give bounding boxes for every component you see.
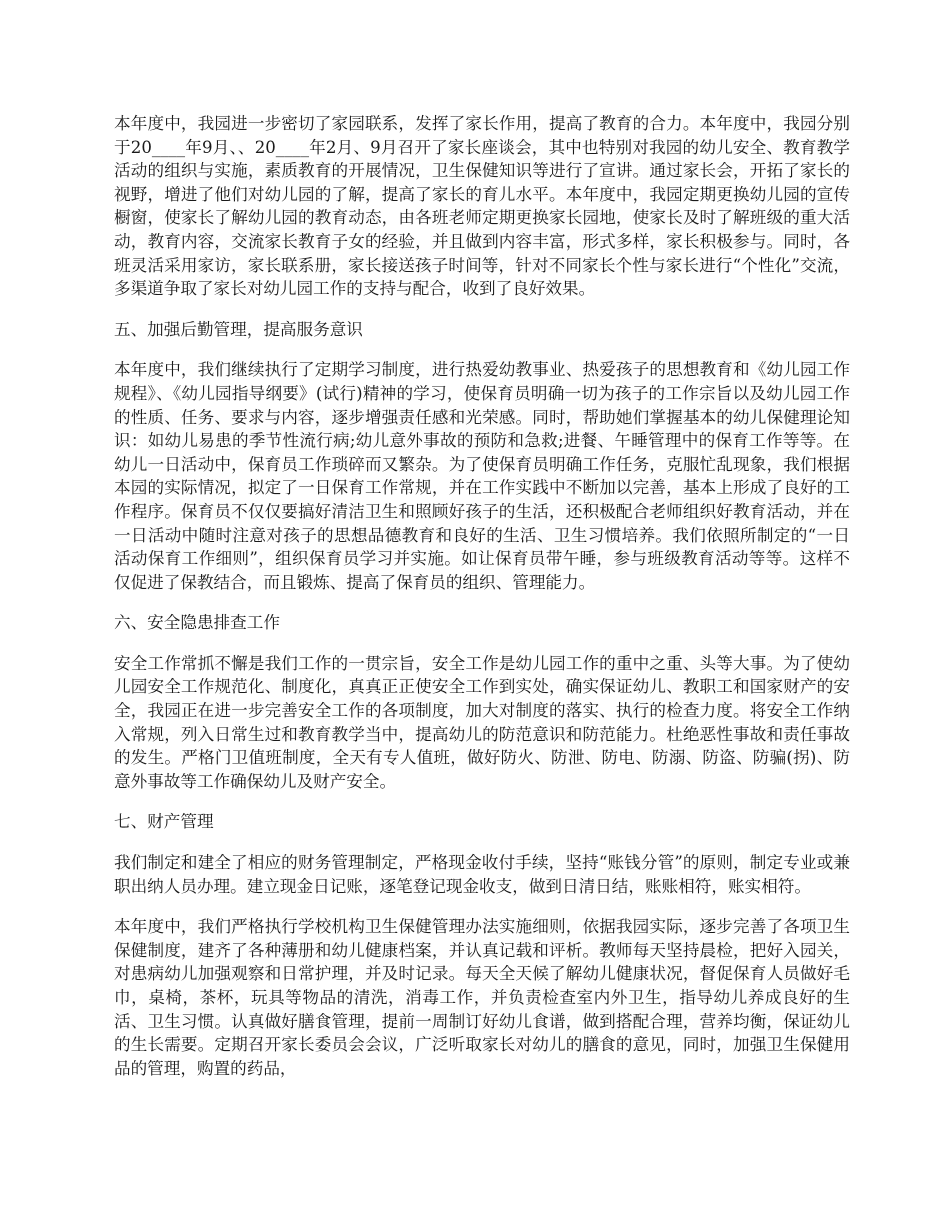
section-heading-property: 七、财产管理	[114, 812, 214, 832]
section-heading-safety: 六、安全隐患排查工作	[114, 613, 280, 633]
paragraph-logistics: 本年度中，我们继续执行了定期学习制度，进行热爱幼教事业、热爱孩子的思想教育和《幼儿园工作规程》、《幼儿园指导纲要》(试行)精神的学习，使保育员明确一切为孩子的工作宗旨以及幼儿园工作的性质、任务、要求与内容，逐步增强责任感和光荣感。同时，帮助她们掌握基本的幼儿保健理论知识：如幼儿易患的季节性流行病;幼儿意外事故的预防和急救;进餐、午睡管理中的保育工作等等。在幼儿一日活动中，保育员工作琐碎而又繁杂。为了使保育员明确工作任务，克服忙乱现象，我们根据本园的实际情况，拟定了一日保育工作常规，并在工作实践中不断加以完善，基本上形成了良好的工作程序。保育员不仅仅要搞好清洁卫生和照顾好孩子的生活，还积极配合老师组织好教育活动，并在一日活动中随时注意对孩子的思想品德教育和良好的生活、卫生习惯培养。我们依照所制定的“一日活动保育工作细则”，组织保育员学习并实施。如让保育员带午睡，参与班级教育活动等等。这样不仅促进了保教结合，而且锻炼、提高了保育员的组织、管理能力。	[114, 360, 850, 592]
section-heading-logistics: 五、加强后勤管理，提高服务意识	[114, 319, 363, 339]
document-body	[114, 112, 850, 1097]
paragraph-health-care: 本年度中，我们严格执行学校机构卫生保健管理办法实施细则，依据我园实际，逐步完善了各项卫生保健制度，建齐了各种薄册和幼儿健康档案，并认真记载和评析。教师每天坚持晨检，把好入园关，对患病幼儿加强观察和日常护理，并及时记录。每天全天候了解幼儿健康状况，督促保育人员做好毛巾，桌椅，茶杯，玩具等物品的清洗，消毒工作，并负责检查室内外卫生，指导幼儿养成良好的生活、卫生习惯。认真做好膳食管理，提前一周制订好幼儿食谱，做到搭配合理，营养均衡，保证幼儿的生长需要。定期召开家长委员会会议，广泛听取家长对幼儿的膳食的意见，同时，加强卫生保健用品的管理，购置的药品，	[114, 917, 850, 1078]
paragraph-finance: 我们制定和建全了相应的财务管理制定，严格现金收付手续，坚持“账钱分管”的原则，制定专业或兼职出纳人员办理。建立现金日记账，逐笔登记现金收支，做到日清日结，账账相符，账实相符。	[114, 853, 850, 896]
paragraph-safety: 安全工作常抓不懈是我们工作的一贯宗旨，安全工作是幼儿园工作的重中之重、头等大事。为了使幼儿园安全工作规范化、制度化，真真正正使安全工作到实处，确实保证幼儿、教职工和国家财产的安全，我园正在进一步完善安全工作的各项制度，加大对制度的落实、执行的检查力度。将安全工作纳入常规，列入日常生过和教育教学当中，提高幼儿的防范意识和防范能力。杜绝恶性事故和责任事故的发生。严格门卫值班制度，全天有专人值班，做好防火、防泄、防电、防溺、防盗、防骗(拐)、防意外事故等工作确保幼儿及财产安全。	[114, 653, 850, 791]
paragraph-home-school-contact: 本年度中，我园进一步密切了家园联系，发挥了家长作用，提高了教育的合力。本年度中，我园分别于20____年9月、、20____年2月、9月召开了家长座谈会，其中也特别对我园的幼儿安全、教育教学活动的组织与实施，素质教育的开展情况，卫生保健知识等进行了宣讲。通过家长会，开拓了家长的视野，增进了他们对幼儿园的了解，提高了家长的育儿水平。本年度中，我园定期更换幼儿园的宣传橱窗，使家长了解幼儿园的教育动态，由各班老师定期更换家长园地，使家长及时了解班级的重大活动，教育内容，交流家长教育子女的经验，并且做到内容丰富，形式多样，家长积极参与。同时，各班灵活采用家访，家长联系册，家长接送孩子时间等，针对不同家长个性与家长进行“个性化”交流，多渠道争取了家长对幼儿园工作的支持与配合，收到了良好效果。	[114, 114, 850, 299]
